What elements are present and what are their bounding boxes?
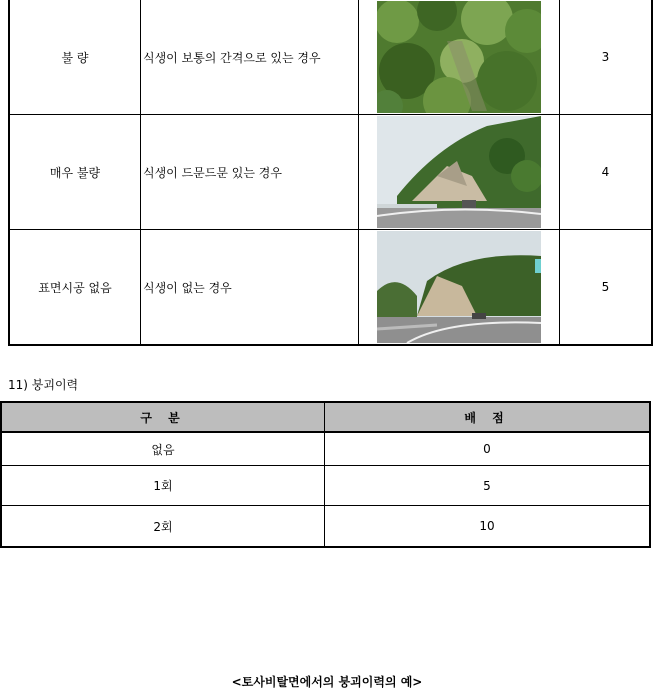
table-row — [9, 115, 652, 230]
category-cell: 없음 — [1, 432, 325, 466]
collapse-history-table — [0, 401, 651, 548]
score-cell: 3 — [560, 0, 653, 115]
photo-cell — [359, 115, 560, 230]
description-cell: 식생이 드문드문 있는 경우 — [141, 115, 359, 230]
slope-road-sparse-vegetation-photo — [377, 116, 541, 228]
figure-caption: <토사비탈면에서의 붕괴이력의 예> — [231, 675, 423, 689]
header-category: 구 분 — [1, 402, 325, 432]
table-row — [9, 230, 652, 346]
header-row — [1, 402, 650, 432]
category-cell: 2회 — [1, 506, 325, 548]
table-row — [1, 466, 650, 506]
table-row — [1, 432, 650, 466]
grade-cell: 표면시공 없음 — [9, 230, 141, 346]
table-row — [1, 506, 650, 548]
score-cell: 0 — [325, 432, 651, 466]
grade-cell: 매우 불량 — [9, 115, 141, 230]
slope-road-bare-photo — [377, 231, 541, 343]
description-cell: 식생이 보통의 간격으로 있는 경우 — [141, 0, 359, 115]
score-cell: 5 — [560, 230, 653, 346]
slope-dense-vegetation-photo — [377, 1, 541, 113]
photo-cell — [359, 230, 560, 346]
grade-cell: 불 량 — [9, 0, 141, 115]
table-row — [9, 0, 652, 115]
score-cell: 10 — [325, 506, 651, 548]
section-title: 11) 붕괴이력 — [8, 378, 79, 392]
description-cell: 식생이 없는 경우 — [141, 230, 359, 346]
photo-cell — [359, 0, 560, 115]
header-score: 배 점 — [325, 402, 651, 432]
category-cell: 1회 — [1, 466, 325, 506]
score-cell: 4 — [560, 115, 653, 230]
score-cell: 5 — [325, 466, 651, 506]
vegetation-score-table — [8, 0, 653, 346]
